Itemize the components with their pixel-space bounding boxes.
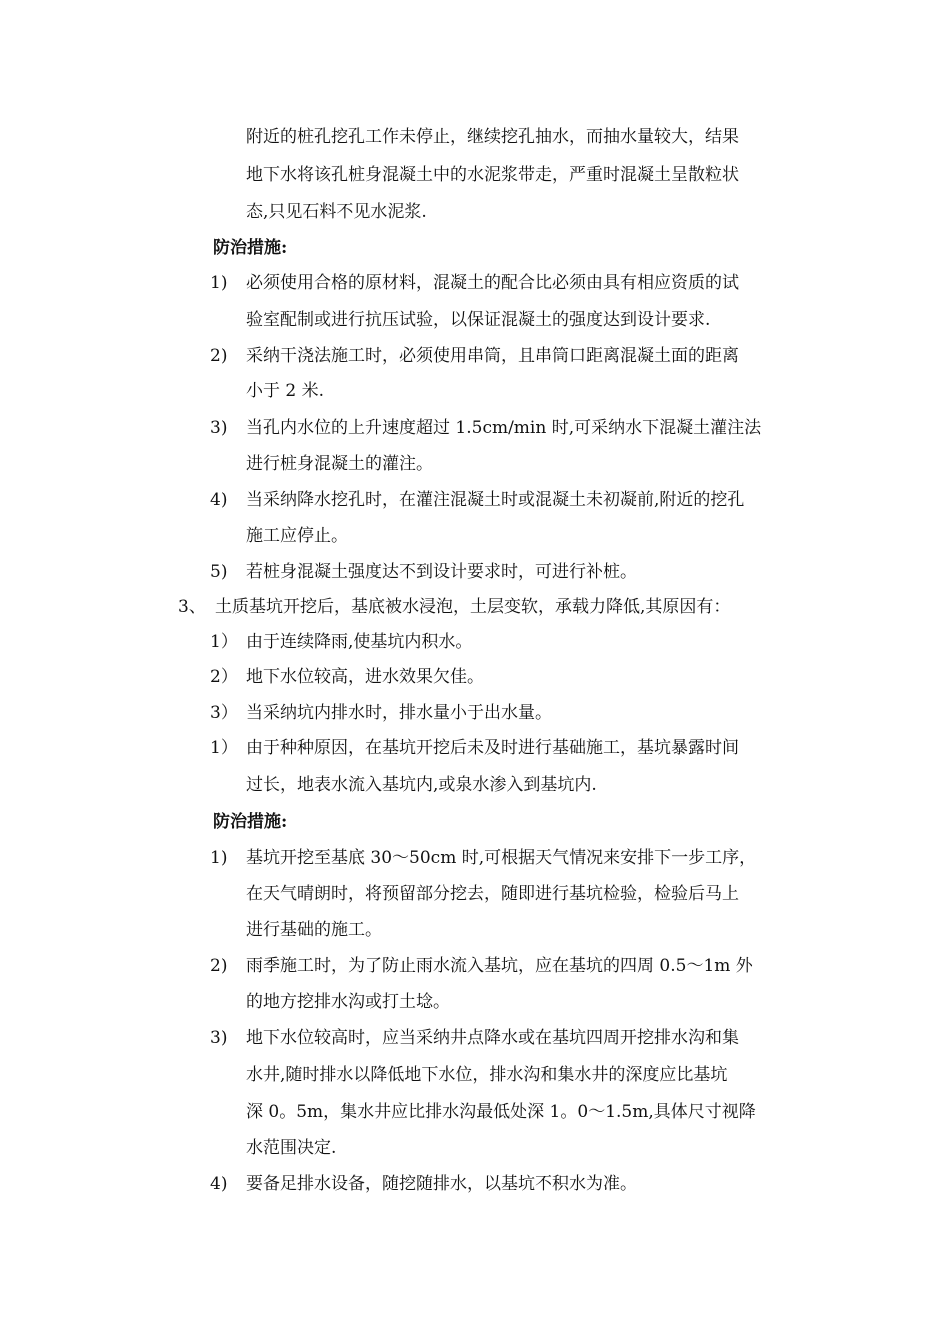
list-item-line: 进行基础的施工。 bbox=[246, 920, 382, 940]
list-number: 1) bbox=[210, 273, 228, 293]
list-item-line: 深 0。5m，集水井应比排水沟最低处深 1。0～1.5m,具体尺寸视降 bbox=[246, 1102, 756, 1122]
list-number: 3) bbox=[210, 418, 228, 438]
list-item-line: 在天气晴朗时，将预留部分挖去，随即进行基坑检验，检验后马上 bbox=[246, 884, 739, 904]
list-item-line: 当孔内水位的上升速度超过 1.5cm/min 时,可采纳水下混凝土灌注法 bbox=[246, 418, 762, 438]
list-item-line: 水井,随时排水以降低地下水位，排水沟和集水井的深度应比基坑 bbox=[246, 1065, 728, 1085]
list-item-line: 小于 2 米. bbox=[246, 381, 325, 401]
section-heading: 防治措施: bbox=[213, 238, 288, 258]
list-item-line: 的地方挖排水沟或打土埝。 bbox=[246, 992, 450, 1012]
list-item-line: 雨季施工时，为了防止雨水流入基坑，应在基坑的四周 0.5～1m 外 bbox=[246, 956, 753, 976]
list-number: 1） bbox=[210, 632, 238, 652]
list-item-line: 进行桩身混凝土的灌注。 bbox=[246, 454, 433, 474]
list-number: 3） bbox=[210, 703, 238, 723]
list-item-line: 由于连续降雨,使基坑内积水。 bbox=[246, 632, 473, 652]
list-item-line: 由于种种原因，在基坑开挖后未及时进行基础施工，基坑暴露时间 bbox=[246, 738, 739, 758]
list-number: 2) bbox=[210, 956, 228, 976]
list-item-line: 采纳干浇法施工时，必须使用串筒，且串筒口距离混凝土面的距离 bbox=[246, 346, 739, 366]
list-number: 5) bbox=[210, 562, 228, 582]
list-item-line: 验室配制或进行抗压试验，以保证混凝土的强度达到设计要求. bbox=[246, 310, 711, 330]
list-item-line: 水范围决定. bbox=[246, 1138, 337, 1158]
list-item-line: 基坑开挖至基底 30～50cm 时,可根据天气情况来安排下一步工序， bbox=[246, 848, 757, 868]
list-item-line: 地下水位较高，进水效果欠佳。 bbox=[246, 667, 484, 687]
list-item-line: 地下水位较高时，应当采纳井点降水或在基坑四周开挖排水沟和集 bbox=[246, 1028, 739, 1048]
list-number: 2） bbox=[210, 667, 238, 687]
intro-line: 地下水将该孔桩身混凝土中的水泥浆带走，严重时混凝土呈散粒状 bbox=[246, 165, 739, 185]
section-heading: 防治措施: bbox=[213, 812, 288, 832]
intro-line: 态,只见石料不见水泥浆. bbox=[246, 202, 427, 222]
list-item-line: 当采纳降水挖孔时，在灌注混凝土时或混凝土未初凝前,附近的挖孔 bbox=[246, 490, 745, 510]
list-item-line: 当采纳坑内排水时，排水量小于出水量。 bbox=[246, 703, 552, 723]
list-number: 1） bbox=[210, 738, 238, 758]
list-item-line: 必须使用合格的原材料，混凝土的配合比必须由具有相应资质的试 bbox=[246, 273, 739, 293]
list-item-line: 要备足排水设备，随挖随排水，以基坑不积水为准。 bbox=[246, 1174, 637, 1194]
intro-line: 附近的桩孔挖孔工作未停止，继续挖孔抽水，而抽水量较大，结果 bbox=[246, 127, 739, 147]
list-number: 3) bbox=[210, 1028, 228, 1048]
section-number: 3、 bbox=[178, 597, 206, 617]
list-number: 4) bbox=[210, 490, 228, 510]
list-item-line: 过长，地表水流入基坑内,或泉水渗入到基坑内. bbox=[246, 775, 597, 795]
list-number: 4) bbox=[210, 1174, 228, 1194]
list-item-line: 施工应停止。 bbox=[246, 526, 348, 546]
section-text: 土质基坑开挖后，基底被水浸泡，土层变软，承载力降低,其原因有： bbox=[215, 597, 731, 617]
list-number: 1) bbox=[210, 848, 228, 868]
list-number: 2) bbox=[210, 346, 228, 366]
list-item-line: 若桩身混凝土强度达不到设计要求时，可进行补桩。 bbox=[246, 562, 637, 582]
